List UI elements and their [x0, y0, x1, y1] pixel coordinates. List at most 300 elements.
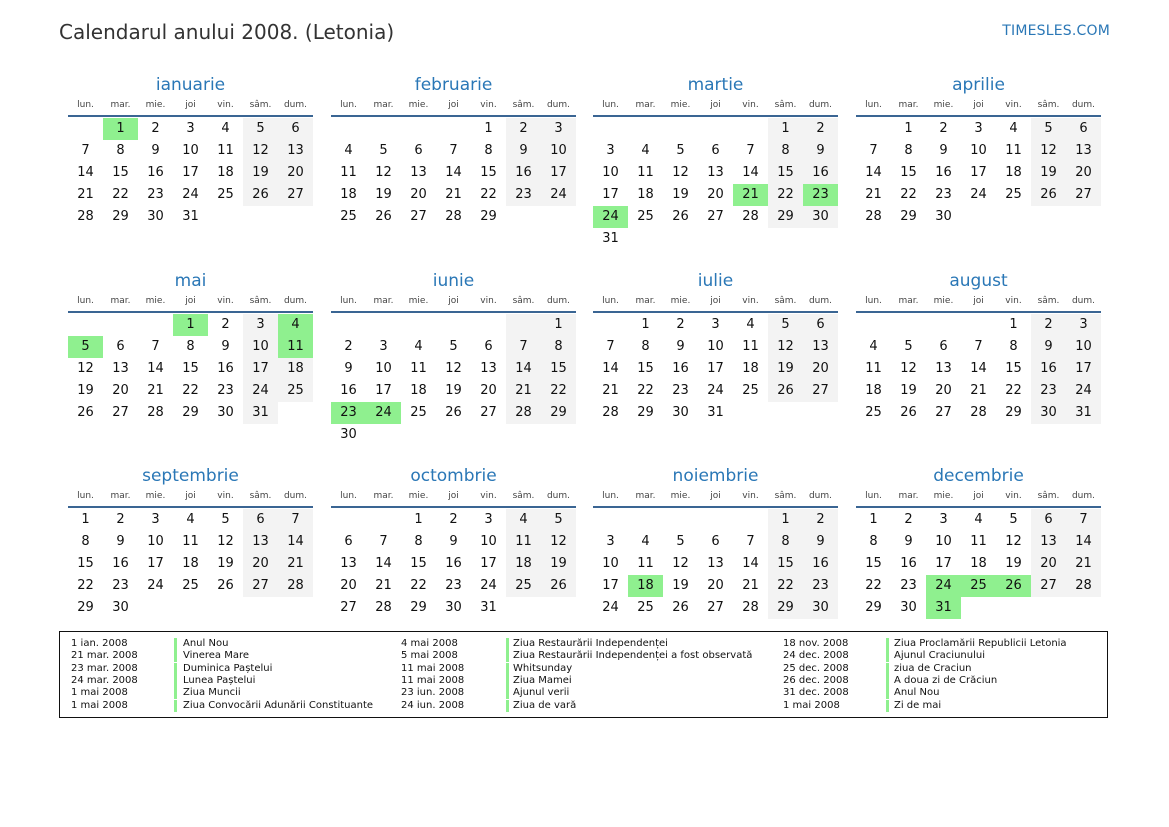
week-row [331, 184, 576, 206]
day-cell: 24 [541, 184, 576, 206]
day-cell: 29 [112, 209, 129, 224]
legend-holiday-name: Ziua Restaurării Independenței a fost observată [513, 650, 753, 662]
day-cell: 16 [217, 361, 234, 376]
day-cell: 23 [445, 578, 462, 593]
day-cell: 1 [414, 512, 423, 527]
day-cell: 25 [278, 380, 313, 402]
week-row [331, 424, 576, 446]
day-cell: 12 [541, 531, 576, 553]
day-cell: 24 [602, 600, 619, 615]
month-name: septembrie [142, 466, 239, 486]
month-divider [68, 506, 313, 508]
day-cell: 5 [768, 314, 803, 336]
weekday-label: vin. [742, 491, 759, 501]
day-cell: 6 [711, 534, 720, 549]
legend-entry [401, 675, 761, 687]
day-cell: 15 [865, 556, 882, 571]
holiday-day-cell: 21 [733, 184, 768, 206]
day-cell: 5 [1009, 512, 1018, 527]
legend-entry [71, 687, 431, 699]
day-cell: 14 [970, 361, 987, 376]
legend-entry [401, 700, 761, 712]
day-cell: 2 [1031, 314, 1066, 336]
day-cell: 23 [506, 184, 541, 206]
day-cell: 24 [707, 383, 724, 398]
day-cell: 15 [182, 361, 199, 376]
empty-day-cell [541, 206, 576, 228]
weekday-label: mie. [933, 491, 954, 501]
day-cell: 3 [484, 512, 493, 527]
month-divider [68, 311, 313, 313]
legend-entry [783, 675, 1143, 687]
day-cell: 19 [672, 187, 689, 202]
weekday-label: sâm. [249, 491, 272, 501]
empty-day-cell [366, 509, 401, 531]
month-divider [68, 115, 313, 117]
day-cell: 19 [217, 556, 234, 571]
day-cell: 25 [182, 578, 199, 593]
day-cell: 14 [77, 165, 94, 180]
empty-day-cell [103, 314, 138, 336]
day-cell: 2 [803, 509, 838, 531]
day-cell: 24 [970, 187, 987, 202]
holiday-day-cell: 23 [331, 402, 366, 424]
month-divider [856, 311, 1101, 313]
weekday-label: mar. [373, 296, 394, 306]
month-septembrie [68, 464, 313, 619]
empty-day-cell [891, 314, 926, 336]
day-cell: 4 [746, 317, 755, 332]
legend-holiday-name: Vinerea Mare [183, 650, 250, 662]
day-cell: 29 [480, 209, 497, 224]
weekday-label: sâm. [774, 296, 797, 306]
empty-day-cell [1066, 206, 1101, 228]
day-cell: 28 [506, 402, 541, 424]
day-cell: 22 [768, 184, 803, 206]
day-cell: 10 [243, 336, 278, 358]
weekday-label: joi [973, 296, 984, 306]
empty-day-cell [331, 314, 366, 336]
day-cell: 13 [707, 556, 724, 571]
weekday-label: lun. [602, 491, 619, 501]
weekday-label: lun. [865, 296, 882, 306]
weekday-label: vin. [480, 491, 497, 501]
day-cell: 23 [112, 578, 129, 593]
legend-marker [506, 700, 509, 712]
week-row [68, 575, 313, 597]
weekday-label: joi [185, 100, 196, 110]
day-cell: 12 [900, 361, 917, 376]
day-cell: 20 [112, 383, 129, 398]
weekday-label: sâm. [249, 296, 272, 306]
empty-day-cell [961, 314, 996, 336]
day-cell: 15 [768, 162, 803, 184]
day-cell: 2 [803, 118, 838, 140]
day-cell: 16 [340, 383, 357, 398]
day-cell: 22 [637, 383, 654, 398]
day-cell: 2 [449, 512, 458, 527]
legend-date: 24 mar. 2008 [71, 674, 138, 686]
site-link[interactable]: TIMESLES.COM [1002, 23, 1110, 39]
day-cell: 29 [637, 405, 654, 420]
holiday-day-cell: 11 [278, 336, 313, 358]
week-row [856, 575, 1101, 597]
legend-entry [71, 638, 431, 650]
legend-date: 18 nov. 2008 [783, 638, 849, 649]
day-cell: 4 [414, 339, 423, 354]
day-cell: 19 [768, 358, 803, 380]
weekday-label: dum. [808, 100, 833, 110]
day-cell: 22 [182, 383, 199, 398]
day-cell: 6 [344, 534, 353, 549]
weekday-label: joi [710, 491, 721, 501]
month-divider [593, 506, 838, 508]
day-cell: 19 [900, 383, 917, 398]
day-cell: 5 [541, 509, 576, 531]
week-row [856, 336, 1101, 358]
empty-day-cell [663, 228, 698, 250]
day-cell: 17 [182, 165, 199, 180]
day-cell: 7 [974, 339, 983, 354]
week-row [856, 509, 1101, 531]
day-cell: 21 [970, 383, 987, 398]
day-cell: 15 [77, 556, 94, 571]
day-cell: 12 [445, 361, 462, 376]
day-cell: 18 [340, 187, 357, 202]
legend-entry [71, 650, 431, 662]
holiday-day-cell: 26 [996, 575, 1031, 597]
weekday-label: dum. [546, 296, 571, 306]
day-cell: 27 [1066, 184, 1101, 206]
week-row [68, 118, 313, 140]
day-cell: 10 [935, 534, 952, 549]
month-name: aprilie [952, 75, 1005, 95]
day-cell: 28 [445, 209, 462, 224]
empty-day-cell [803, 228, 838, 250]
day-cell: 8 [484, 143, 493, 158]
week-row [68, 206, 313, 228]
day-cell: 21 [742, 578, 759, 593]
weekday-label: sâm. [774, 100, 797, 110]
weekday-header [593, 488, 838, 504]
day-cell: 7 [379, 534, 388, 549]
day-cell: 29 [768, 597, 803, 619]
day-cell: 2 [116, 512, 125, 527]
day-cell: 12 [77, 361, 94, 376]
day-cell: 19 [1031, 162, 1066, 184]
week-row [856, 380, 1101, 402]
day-cell: 5 [676, 143, 685, 158]
empty-day-cell [768, 402, 803, 424]
day-cell: 20 [707, 578, 724, 593]
day-cell: 19 [243, 162, 278, 184]
day-cell: 16 [803, 553, 838, 575]
weekday-label: dum. [808, 296, 833, 306]
day-cell: 18 [742, 361, 759, 376]
day-cell: 26 [1031, 184, 1066, 206]
weekday-header [331, 488, 576, 504]
day-cell: 11 [970, 534, 987, 549]
day-cell: 21 [375, 578, 392, 593]
legend-date: 24 dec. 2008 [783, 650, 849, 662]
day-cell: 3 [606, 534, 615, 549]
weekday-label: joi [710, 296, 721, 306]
day-cell: 4 [344, 143, 353, 158]
day-cell: 22 [112, 187, 129, 202]
empty-day-cell [436, 424, 471, 446]
day-cell: 18 [506, 553, 541, 575]
day-cell: 5 [379, 143, 388, 158]
weekday-label: joi [448, 296, 459, 306]
week-row [593, 140, 838, 162]
week-row [593, 358, 838, 380]
weekday-label: lun. [602, 296, 619, 306]
day-cell: 14 [865, 165, 882, 180]
day-cell: 27 [480, 405, 497, 420]
day-cell: 4 [221, 121, 230, 136]
day-cell: 17 [243, 358, 278, 380]
empty-day-cell [663, 509, 698, 531]
legend-holiday-name: Anul Nou [894, 687, 940, 699]
weekday-label: mie. [408, 296, 429, 306]
legend-holiday-name: A doua zi de Crăciun [894, 674, 998, 686]
day-cell: 18 [410, 383, 427, 398]
day-cell: 27 [112, 405, 129, 420]
day-cell: 6 [116, 339, 125, 354]
empty-day-cell [278, 206, 313, 228]
day-cell: 29 [900, 209, 917, 224]
day-cell: 25 [865, 405, 882, 420]
day-cell: 18 [278, 358, 313, 380]
day-cell: 17 [970, 165, 987, 180]
day-cell: 10 [602, 556, 619, 571]
legend-entry [401, 687, 761, 699]
day-cell: 12 [672, 556, 689, 571]
day-cell: 27 [935, 405, 952, 420]
day-cell: 17 [602, 187, 619, 202]
day-cell: 7 [449, 143, 458, 158]
weekday-label: dum. [283, 491, 308, 501]
weekday-label: vin. [217, 100, 234, 110]
day-cell: 10 [147, 534, 164, 549]
day-cell: 15 [768, 553, 803, 575]
week-row [856, 531, 1101, 553]
legend-holiday-name: Ziua Restaurării Independenței [513, 638, 668, 649]
day-cell: 25 [637, 209, 654, 224]
day-cell: 3 [243, 314, 278, 336]
weekday-header [68, 293, 313, 309]
day-cell: 13 [410, 165, 427, 180]
weekday-label: vin. [480, 100, 497, 110]
weekday-label: joi [448, 491, 459, 501]
empty-day-cell [506, 314, 541, 336]
weekday-label: joi [710, 100, 721, 110]
legend-holiday-name: Ajunul verii [513, 687, 570, 699]
month-name: noiembrie [672, 466, 759, 486]
day-cell: 2 [344, 339, 353, 354]
week-row [856, 553, 1101, 575]
day-cell: 30 [112, 600, 129, 615]
day-cell: 5 [904, 339, 913, 354]
day-cell: 29 [865, 600, 882, 615]
weekday-label: sâm. [1037, 296, 1060, 306]
day-cell: 30 [445, 600, 462, 615]
day-cell: 31 [243, 402, 278, 424]
day-cell: 20 [935, 383, 952, 398]
week-row [593, 402, 838, 424]
weekday-label: lun. [77, 100, 94, 110]
day-cell: 21 [445, 187, 462, 202]
legend-date: 1 mai 2008 [783, 699, 840, 711]
weekday-header [68, 97, 313, 113]
weekday-label: sâm. [249, 100, 272, 110]
day-cell: 13 [707, 165, 724, 180]
day-cell: 9 [449, 534, 458, 549]
day-cell: 15 [410, 556, 427, 571]
day-cell: 26 [900, 405, 917, 420]
empty-day-cell [856, 314, 891, 336]
empty-day-cell [138, 314, 173, 336]
day-cell: 2 [904, 512, 913, 527]
day-cell: 21 [147, 383, 164, 398]
day-cell: 7 [1066, 509, 1101, 531]
week-row [68, 531, 313, 553]
day-cell: 26 [445, 405, 462, 420]
day-cell: 16 [803, 162, 838, 184]
day-cell: 15 [541, 358, 576, 380]
legend-date: 1 mai 2008 [71, 699, 128, 711]
legend-date: 23 iun. 2008 [401, 687, 465, 699]
day-cell: 12 [1031, 140, 1066, 162]
legend-entry [783, 638, 1143, 650]
week-row [856, 162, 1101, 184]
empty-day-cell [278, 402, 313, 424]
day-cell: 6 [484, 339, 493, 354]
empty-day-cell [593, 118, 628, 140]
legend-entry [783, 700, 1143, 712]
month-octombrie [331, 464, 576, 619]
day-cell: 28 [375, 600, 392, 615]
day-cell: 9 [1031, 336, 1066, 358]
day-cell: 17 [147, 556, 164, 571]
weekday-label: vin. [480, 296, 497, 306]
weekday-label: mar. [373, 491, 394, 501]
day-cell: 7 [81, 143, 90, 158]
week-row [856, 206, 1101, 228]
legend-marker [506, 638, 509, 650]
day-cell: 9 [151, 143, 160, 158]
day-cell: 10 [602, 165, 619, 180]
day-cell: 10 [375, 361, 392, 376]
empty-day-cell [331, 509, 366, 531]
day-cell: 11 [182, 534, 199, 549]
week-row [856, 140, 1101, 162]
legend-marker [886, 700, 889, 712]
day-cell: 11 [742, 339, 759, 354]
legend-entry [71, 675, 431, 687]
month-name: ianuarie [155, 75, 226, 95]
legend-marker [174, 663, 177, 675]
day-cell: 3 [379, 339, 388, 354]
month-divider [593, 115, 838, 117]
legend-holiday-name: Anul Nou [183, 638, 229, 649]
day-cell: 1 [768, 118, 803, 140]
day-cell: 3 [939, 512, 948, 527]
legend-date: 11 mai 2008 [401, 662, 465, 674]
legend-marker [886, 675, 889, 687]
empty-day-cell [733, 228, 768, 250]
legend-marker [886, 663, 889, 675]
empty-day-cell [506, 206, 541, 228]
day-cell: 8 [768, 531, 803, 553]
week-row [331, 336, 576, 358]
day-cell: 28 [1066, 575, 1101, 597]
empty-day-cell [663, 118, 698, 140]
empty-day-cell [278, 597, 313, 619]
empty-day-cell [68, 118, 103, 140]
day-cell: 24 [243, 380, 278, 402]
day-cell: 14 [375, 556, 392, 571]
day-cell: 4 [869, 339, 878, 354]
day-cell: 11 [410, 361, 427, 376]
day-cell: 28 [742, 209, 759, 224]
legend-entry [783, 687, 1143, 699]
day-cell: 25 [506, 575, 541, 597]
weekday-header [856, 293, 1101, 309]
week-row [331, 118, 576, 140]
day-cell: 10 [480, 534, 497, 549]
day-cell: 7 [151, 339, 160, 354]
day-cell: 9 [116, 534, 125, 549]
week-row [593, 380, 838, 402]
day-cell: 28 [602, 405, 619, 420]
weekday-header [593, 97, 838, 113]
empty-day-cell [961, 597, 996, 619]
day-cell: 4 [974, 512, 983, 527]
day-cell: 6 [1066, 118, 1101, 140]
weekday-label: vin. [1005, 296, 1022, 306]
day-cell: 17 [480, 556, 497, 571]
day-cell: 4 [1009, 121, 1018, 136]
week-row [331, 402, 576, 424]
day-cell: 27 [278, 184, 313, 206]
day-cell: 3 [186, 121, 195, 136]
day-cell: 17 [935, 556, 952, 571]
weekday-label: lun. [340, 296, 357, 306]
day-cell: 5 [1031, 118, 1066, 140]
day-cell: 24 [480, 578, 497, 593]
weekday-label: joi [448, 100, 459, 110]
day-cell: 11 [506, 531, 541, 553]
day-cell: 30 [935, 209, 952, 224]
day-cell: 7 [278, 509, 313, 531]
weekday-label: mar. [373, 100, 394, 110]
weekday-label: dum. [1071, 100, 1096, 110]
legend-date: 25 dec. 2008 [783, 662, 849, 674]
day-cell: 9 [221, 339, 230, 354]
day-cell: 13 [340, 556, 357, 571]
week-row [856, 597, 1101, 619]
empty-day-cell [733, 402, 768, 424]
day-cell: 24 [147, 578, 164, 593]
day-cell: 30 [1031, 402, 1066, 424]
day-cell: 23 [217, 383, 234, 398]
weekday-label: vin. [742, 296, 759, 306]
day-cell: 22 [900, 187, 917, 202]
day-cell: 19 [672, 578, 689, 593]
weekday-label: lun. [865, 100, 882, 110]
legend-holiday-name: Whitsunday [513, 662, 573, 674]
